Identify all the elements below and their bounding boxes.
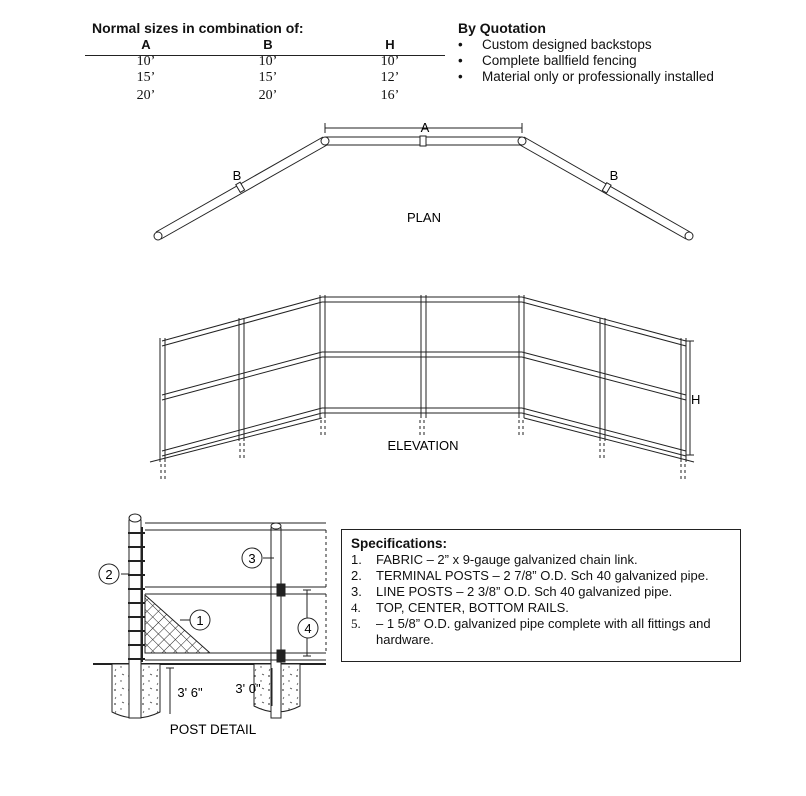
elevation-top-rail-left: [162, 297, 322, 346]
quotation-item-text: Custom designed backstops: [482, 37, 652, 52]
bullet: •: [458, 37, 463, 52]
plan-dimension-a: A: [420, 120, 430, 135]
elevation-top-rail-right: [522, 297, 686, 346]
elevation-center-rail-right: [522, 352, 686, 400]
spec-number: 1.: [351, 552, 362, 567]
column-header-h: H: [385, 37, 395, 52]
elevation-top-rail-center: [322, 297, 522, 302]
plan-line-post-left: [236, 182, 245, 192]
depth-dimension-left: [166, 668, 174, 714]
elevation-line-post: [600, 318, 605, 441]
bottom-rail: [145, 653, 326, 660]
list-item: [351, 568, 736, 584]
size-cell: 20’: [136, 88, 156, 103]
rail-end-fitting: [277, 584, 285, 596]
spec-text: LINE POSTS – 2 3/8” O.D. Sch 40 galvanized pipe.: [376, 584, 673, 599]
post-depth-left: 3' 6": [177, 685, 203, 700]
top-rail: [145, 523, 326, 530]
plan-line-post-center: [420, 136, 426, 146]
sizes-title: Normal sizes in combination of:: [92, 20, 304, 36]
terminal-post-cap: [129, 514, 141, 522]
size-cell: 15’: [258, 70, 278, 85]
size-cell: 15’: [136, 70, 156, 85]
list-item: [351, 616, 736, 648]
size-cell: 12’: [380, 70, 400, 85]
size-cell: 10’: [136, 54, 156, 69]
elevation-bottom-rail-right: [522, 408, 686, 456]
size-cell: 10’: [380, 54, 400, 69]
quotation-title: By Quotation: [458, 20, 546, 36]
plan-dimension-b-right: B: [609, 168, 619, 183]
plan-rail-right-inner: [520, 145, 686, 239]
post-detail-view: [93, 514, 326, 718]
post-detail-label: POST DETAIL: [169, 722, 257, 737]
spec-text: TERMINAL POSTS – 2 7/8” O.D. Sch 40 galvanized pipe.: [376, 568, 709, 583]
center-rail: [145, 587, 326, 594]
spec-number: 5.: [351, 616, 361, 631]
spec-text: TOP, CENTER, BOTTOM RAILS.: [376, 600, 569, 615]
list-item: [351, 600, 736, 616]
size-cell: 10’: [258, 54, 278, 69]
list-item: [351, 584, 736, 600]
elevation-view: [150, 295, 694, 482]
spec-number: 2.: [351, 568, 362, 583]
spec-number: 3.: [351, 584, 362, 599]
plan-label: PLAN: [407, 210, 441, 225]
column-header-a: A: [141, 37, 151, 52]
specifications-title: Specifications:: [351, 536, 448, 551]
specifications-list: [351, 552, 736, 648]
quotation-item-text: Material only or professionally installed: [482, 69, 714, 84]
plan-rail-left-inner: [161, 145, 327, 239]
plan-post-corner-left: [321, 137, 329, 145]
plan-post-end-right: [685, 232, 693, 240]
bullet: •: [458, 69, 463, 84]
elevation-bottom-rail-center: [322, 408, 522, 413]
line-post-cap: [271, 523, 281, 529]
size-cell: 20’: [258, 88, 278, 103]
elevation-dimension-h: H: [691, 392, 701, 407]
elevation-center-rail-center: [322, 352, 522, 357]
size-cell: 16’: [380, 88, 400, 103]
elevation-center-rail-left: [162, 352, 322, 400]
post-depth-right: 3' 0": [235, 681, 261, 696]
elevation-label: ELEVATION: [387, 438, 459, 453]
terminal-post: [129, 520, 141, 718]
elevation-bottom-rail-left: [162, 408, 322, 456]
callout-2: 2: [105, 567, 113, 582]
column-header-b: B: [263, 37, 273, 52]
plan-dimension-b-left: B: [232, 168, 242, 183]
plan-post-corner-right: [518, 137, 526, 145]
callout-4: 4: [304, 621, 312, 636]
plan-line-post-right: [602, 183, 611, 193]
bullet: •: [458, 53, 463, 68]
spec-number: 4.: [351, 600, 361, 615]
callout-3: 3: [248, 551, 256, 566]
callout-1: 1: [196, 613, 204, 628]
rail-end-fitting: [277, 650, 285, 662]
spec-text: – 1 5/8” O.D. galvanized pipe complete with all fittings and hardware.: [376, 616, 711, 647]
plan-post-end-left: [154, 232, 162, 240]
spec-text: FABRIC – 2” x 9-gauge galvanized chain link.: [376, 552, 638, 567]
quotation-item-text: Complete ballfield fencing: [482, 53, 637, 68]
list-item: [351, 552, 736, 568]
